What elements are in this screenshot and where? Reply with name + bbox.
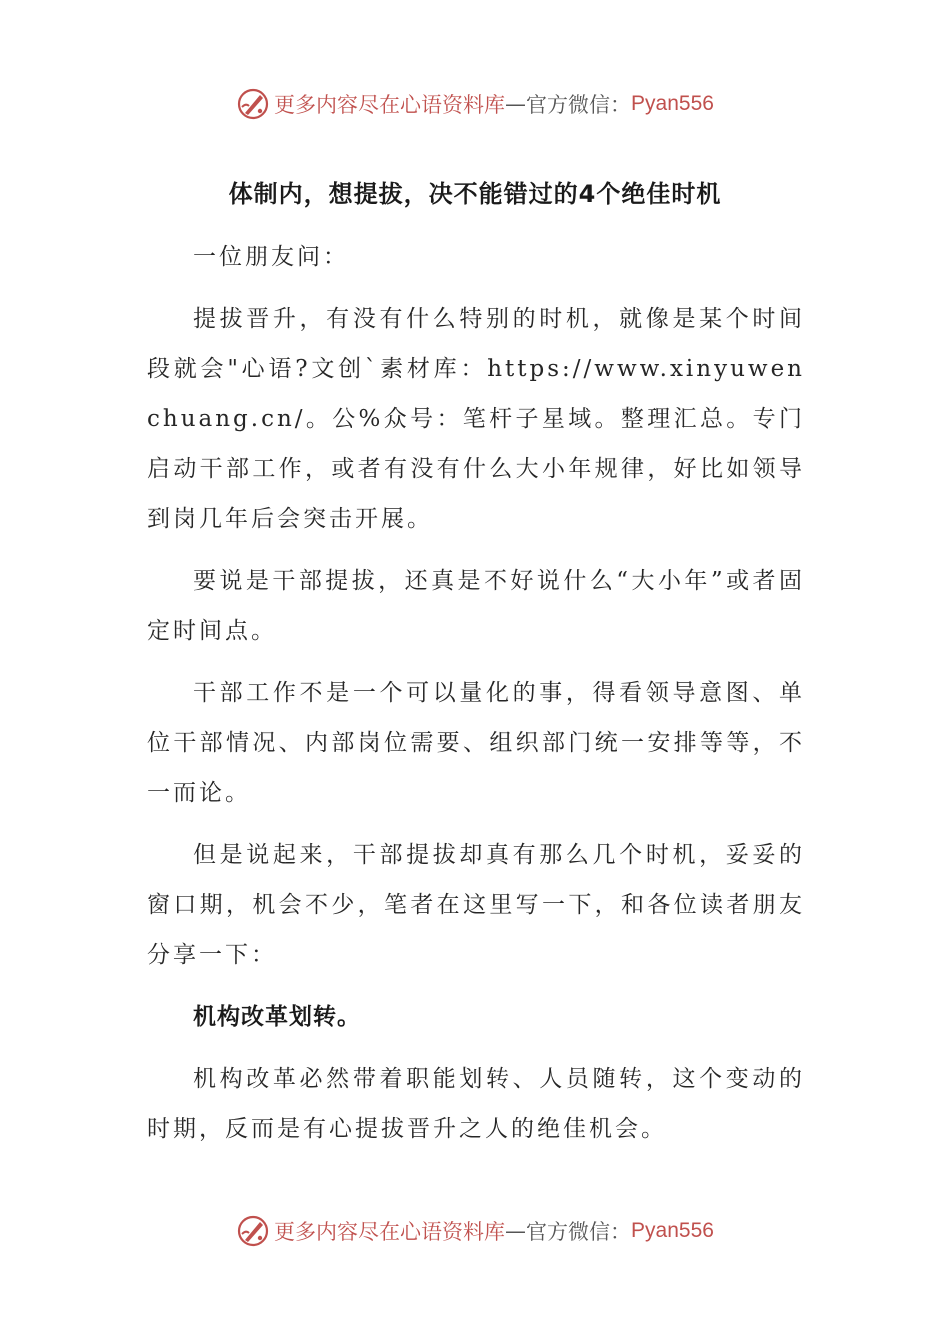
library-text: 更多内容尽在心语资料库 bbox=[274, 1220, 506, 1244]
official-text: 官方微信： bbox=[526, 1220, 632, 1244]
official-text: 官方微信： bbox=[526, 93, 632, 117]
header-banner bbox=[0, 84, 950, 124]
footer-banner bbox=[0, 1211, 950, 1251]
wechat-id: Pyan556 bbox=[631, 92, 714, 115]
dash: — bbox=[505, 92, 527, 116]
paragraph-4: 干部工作不是一个可以量化的事，得看领导意图、单位干部情况、内部岗位需要、组织部门统一安排等等，不一而论。 bbox=[147, 680, 805, 806]
wechat-id: Pyan556 bbox=[631, 1219, 714, 1242]
quill-pen-icon bbox=[236, 1214, 270, 1248]
paragraph-3: 要说是干部提拔，还真是不好说什么“大小年”或者固定时间点。 bbox=[147, 568, 805, 644]
paragraph-2: 提拔晋升，有没有什么特别的时机，就像是某个时间段就会"心语?文创`素材库：https://www.xinyuwenchuang.cn/。公%众号：笔杆子星域。整理汇总。专门启动干部工作，或者有没有什么大小年规律，好比如领导到岗几年后会突击开展。 bbox=[147, 306, 805, 532]
section-heading: 机构改革划转。 bbox=[193, 1004, 361, 1030]
article-title: 体制内，想提拔，决不能错过的4个绝佳时机 bbox=[228, 180, 722, 208]
library-text: 更多内容尽在心语资料库 bbox=[274, 93, 506, 117]
dash: — bbox=[505, 1219, 527, 1243]
paragraph-7: 机构改革必然带着职能划转、人员随转，这个变动的时期，反而是有心提拔晋升之人的绝佳机会。 bbox=[147, 1066, 805, 1142]
paragraph-5: 但是说起来，干部提拔却真有那么几个时机，妥妥的窗口期，机会不少，笔者在这里写一下，和各位读者朋友分享一下： bbox=[147, 842, 805, 968]
paragraph-1: 一位朋友问： bbox=[193, 244, 349, 270]
quill-pen-icon bbox=[236, 87, 270, 121]
article-body bbox=[147, 232, 805, 1166]
